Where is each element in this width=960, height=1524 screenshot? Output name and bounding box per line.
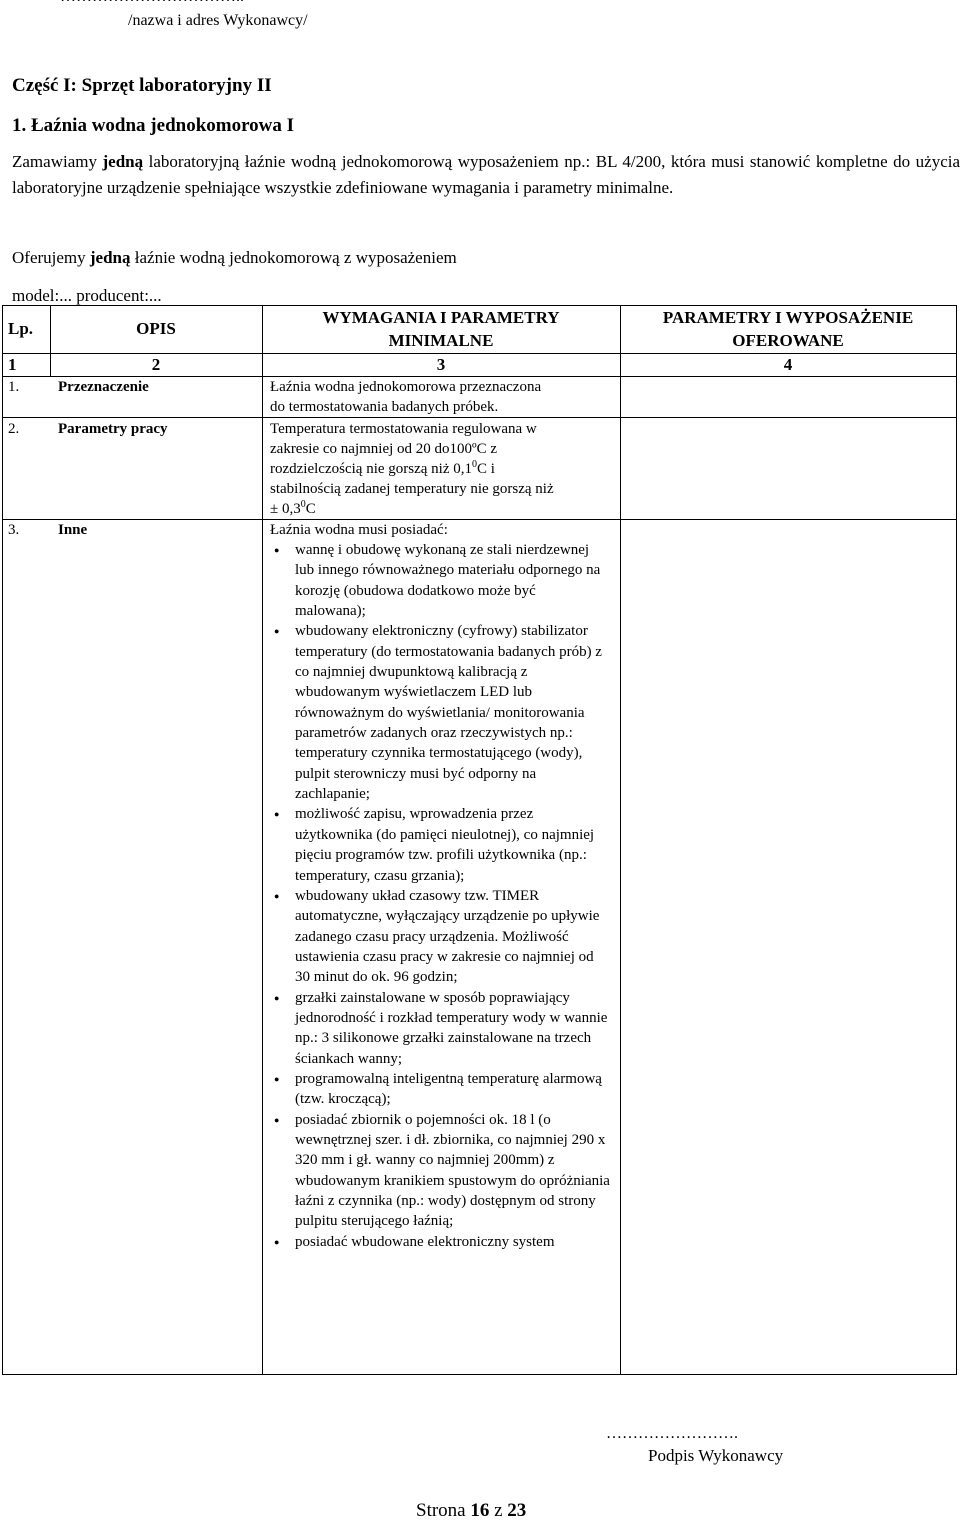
intro-bold: jedną (102, 152, 144, 171)
signature-label: Podpis Wykonawcy (648, 1446, 784, 1465)
list-item: ● wbudowany elektroniczny (cyfrowy) stabilizator temperatury (do termostatowania badanych prób) z co najmniej dwupunktową kalibracją z wbudowanym wyświetlaczem LED lub równoważnym do wyświetlania/ monitorowania parametrów zadanych oraz rzeczywistych np.: temperatury czynnika termostatującego (wody), pulpit sterowniczy musi być odporny na zachlapanie; (270, 621, 610, 804)
page-mid: z (489, 1500, 508, 1521)
page-pre: Strona (416, 1500, 471, 1521)
header-oferowane-1: PARAMETRY I WYPOSAŻENIE (662, 308, 914, 327)
header-wymagania-2: MINIMALNE (388, 331, 494, 350)
offer-pre: Oferujemy (12, 248, 90, 267)
col-divider-opis (262, 305, 263, 1375)
item-title: 1. Łaźnia wodna jednokomorowa I (12, 115, 295, 136)
intro-paragraph (12, 149, 960, 201)
table-border-bottom (2, 1374, 957, 1375)
section-title: Część I: Sprzęt laboratoryjny II (12, 75, 272, 96)
offer-line (12, 248, 457, 268)
page-total: 23 (507, 1500, 527, 1521)
intro-text-rest: laboratoryjną łaźnie wodną jednokomorową wyposażeniem np.: BL 4/200, która musi stanowić kompletne do użycia laboratoryjne urządzenie spełniające wszystkie zdefiniowane wymagania i parametry minimalne. (12, 152, 960, 197)
header-wymagania-1: WYMAGANIA I PARAMETRY (322, 308, 560, 327)
list-item: ● wannę i obudowę wykonaną ze stali nierdzewnej lub innego równoważnego materiału odpornego na korozję (obudowa dodatkowo może być malowana); (270, 540, 610, 621)
row2-line5-unit: C (305, 501, 316, 517)
row1-line1: Łaźnia wodna jednokomorowa przeznaczona (270, 379, 542, 395)
row1-divider (2, 417, 957, 418)
table-border-right (956, 305, 957, 1375)
row3-lp: 3. (8, 522, 20, 538)
contractor-label: /nazwa i adres Wykonawcy/ (128, 12, 308, 29)
list-item: ● wbudowany układ czasowy tzw. TIMER automatyczne, wyłączający urządzenie po upływie zadanego czasu pracy urządzenia. Możliwość ustawienia czasu pracy w zakresie co najmniej od 30 minut do ok. 96 godzin; (270, 886, 610, 988)
header-oferowane-2: OFEROWANE (732, 331, 844, 350)
header-opis: OPIS (136, 319, 176, 338)
requirements-list (270, 540, 610, 1252)
contractor-dots (60, 0, 244, 6)
row2-opis: Parametry pracy (58, 421, 168, 437)
row2-line1: Temperatura termostatowania regulowana w (270, 421, 537, 437)
row1-lp: 1. (8, 379, 20, 395)
header-lp: Lp. (8, 319, 34, 338)
row2-line4: stabilnością zadanej temperatury nie gorszą niż (270, 481, 554, 497)
list-item: ● posiadać zbiornik o pojemności ok. 18 l (o wewnętrznej szer. i dł. zbiornika, co najmniej 290 x 320 mm i gł. wanny co najmniej 200mm) z wbudowanym kranikiem spustowym do opróżniania łaźni z czynnika (np.: wody) dostępnym od strony pulpitu sterującego łaźnią; (270, 1110, 610, 1232)
row2-line5 (270, 499, 316, 519)
row2-line3-unit: C i (477, 461, 495, 477)
row2-lp: 2. (8, 421, 20, 437)
col-number-2: 2 (151, 355, 161, 374)
list-item: ● grzałki zainstalowane w sposób poprawiający jednorodność i rozkład temperatury wody w wannie np.: 3 silikonowe grzałki zainstalowane na trzech ściankach wanny; (270, 988, 610, 1069)
row2-sup-2: 0 (300, 499, 306, 510)
table-border-left (2, 305, 3, 1375)
row2-line3-text: rozdzielczością nie gorszą niż 0,1 (270, 461, 472, 477)
intro-text: Zamawiamy (12, 152, 103, 171)
row2-line5-text: ± 0,3 (270, 501, 301, 517)
list-item: ● posiadać wbudowane elektroniczny system (270, 1232, 610, 1252)
col-divider-wymagania (620, 305, 621, 1375)
row2-sup-1: 0 (472, 459, 477, 470)
row3-intro: Łaźnia wodna musi posiadać: (270, 522, 448, 538)
offer-bold: jedną (89, 248, 131, 267)
row2-line3 (270, 459, 495, 479)
row3-opis: Inne (58, 522, 88, 538)
row1-line2: do termostatowania badanych próbek. (270, 399, 499, 415)
row2-divider (2, 519, 957, 520)
offer-post: łaźnie wodną jednokomorową z wyposażeniem (130, 248, 457, 267)
row2-line2: zakresie co najmniej od 20 do100ºC z (270, 441, 498, 457)
row1-opis: Przeznaczenie (58, 379, 149, 395)
model-line: model:... producent:... (12, 286, 162, 305)
col-number-4: 4 (783, 355, 793, 374)
col-number-1: 1 (8, 355, 17, 374)
list-item: ● możliwość zapisu, wprowadzenia przez użytkownika (do pamięci nieulotnej), co najmniej pięciu programów tzw. profili użytkownika (np.: temperatury, czasu grzania); (270, 804, 610, 885)
page-number (416, 1500, 526, 1522)
col-number-3: 3 (436, 355, 446, 374)
list-item: ● programowalną inteligentną temperaturę alarmową (tzw. kroczącą); (270, 1069, 610, 1110)
signature-dots: ……………………. (606, 1425, 738, 1442)
page-current: 16 (470, 1500, 490, 1521)
